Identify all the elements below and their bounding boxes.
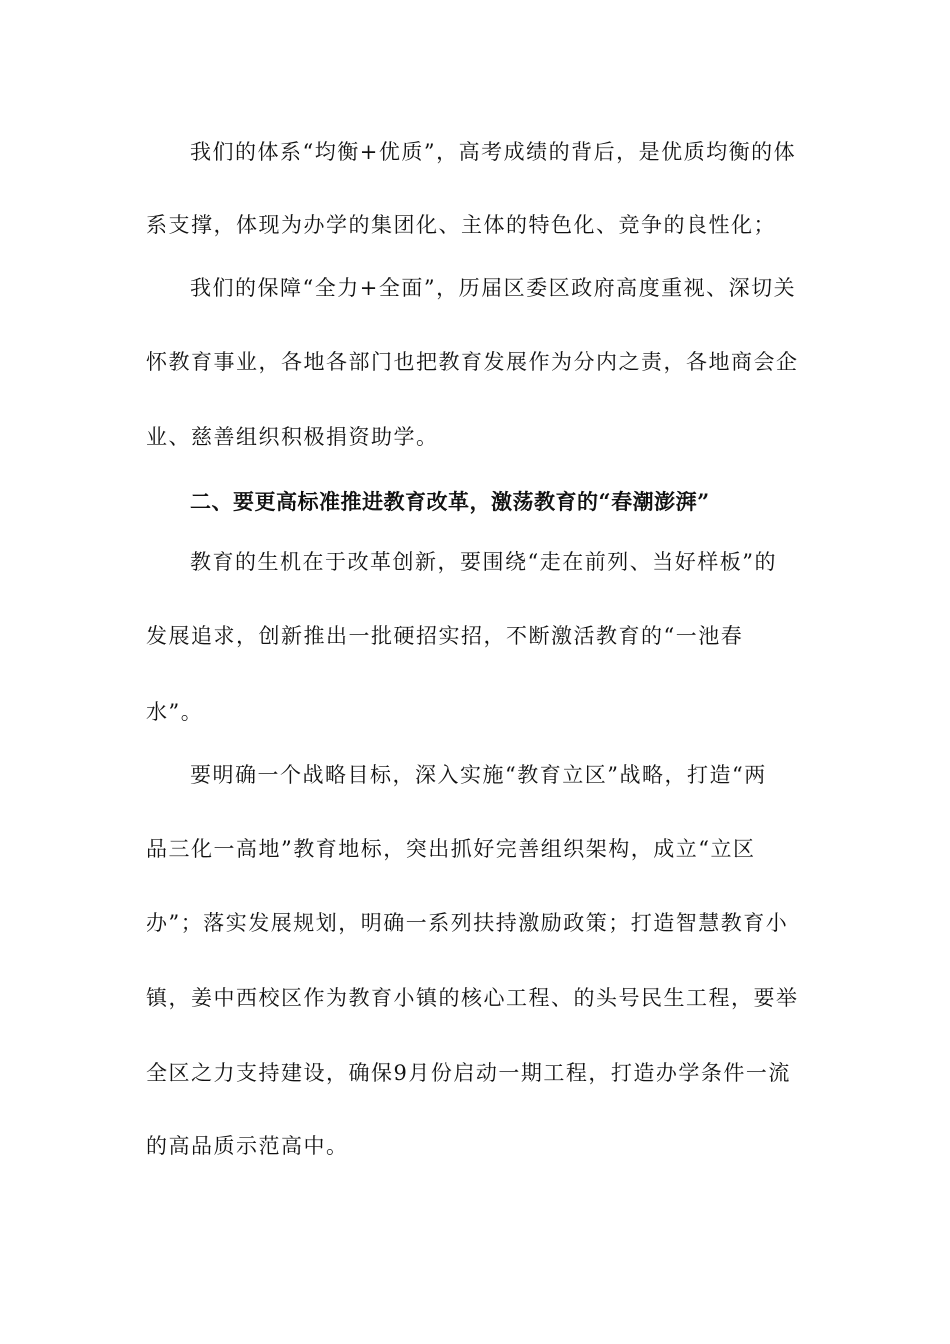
paragraph-line: 怀教育事业，各地各部门也把教育发展作为分内之责，各地商会企 xyxy=(146,350,799,374)
paragraph-line: 水”。 xyxy=(146,700,204,724)
paragraph-line: 业、慈善组织积极捐资助学。 xyxy=(146,425,439,449)
paragraph-line: 镇，姜中西校区作为教育小镇的核心工程、的头号民生工程，要举 xyxy=(146,986,799,1010)
paragraph-line: 全区之力支持建设，确保9月份启动一期工程，打造办学条件一流 xyxy=(146,1061,791,1085)
paragraph-line: 我们的保障“全力+全面”，历届区委区政府高度重视、深切关 xyxy=(190,276,797,300)
section-heading: 二、要更高标准推进教育改革，激荡教育的“春潮澎湃” xyxy=(190,489,710,514)
paragraph-line: 系支撑，体现为办学的集团化、主体的特色化、竞争的良性化； xyxy=(146,213,776,237)
paragraph-line: 品三化一高地”教育地标，突出抓好完善组织架构，成立“立区 xyxy=(146,837,756,861)
paragraph-line: 要明确一个战略目标，深入实施“教育立区”战略，打造“两 xyxy=(190,763,767,787)
paragraph-line: 我们的体系“均衡+优质”，高考成绩的背后，是优质均衡的体 xyxy=(190,140,797,164)
paragraph-line: 的高品质示范高中。 xyxy=(146,1134,349,1158)
paragraph-line: 发展追求，创新推出一批硬招实招，不断激活教育的“一池春 xyxy=(146,624,744,648)
paragraph-line: 教育的生机在于改革创新，要围绕“走在前列、当好样板”的 xyxy=(190,550,777,574)
paragraph-line: 办”；落实发展规划，明确一系列扶持激励政策；打造智慧教育小 xyxy=(146,911,789,935)
